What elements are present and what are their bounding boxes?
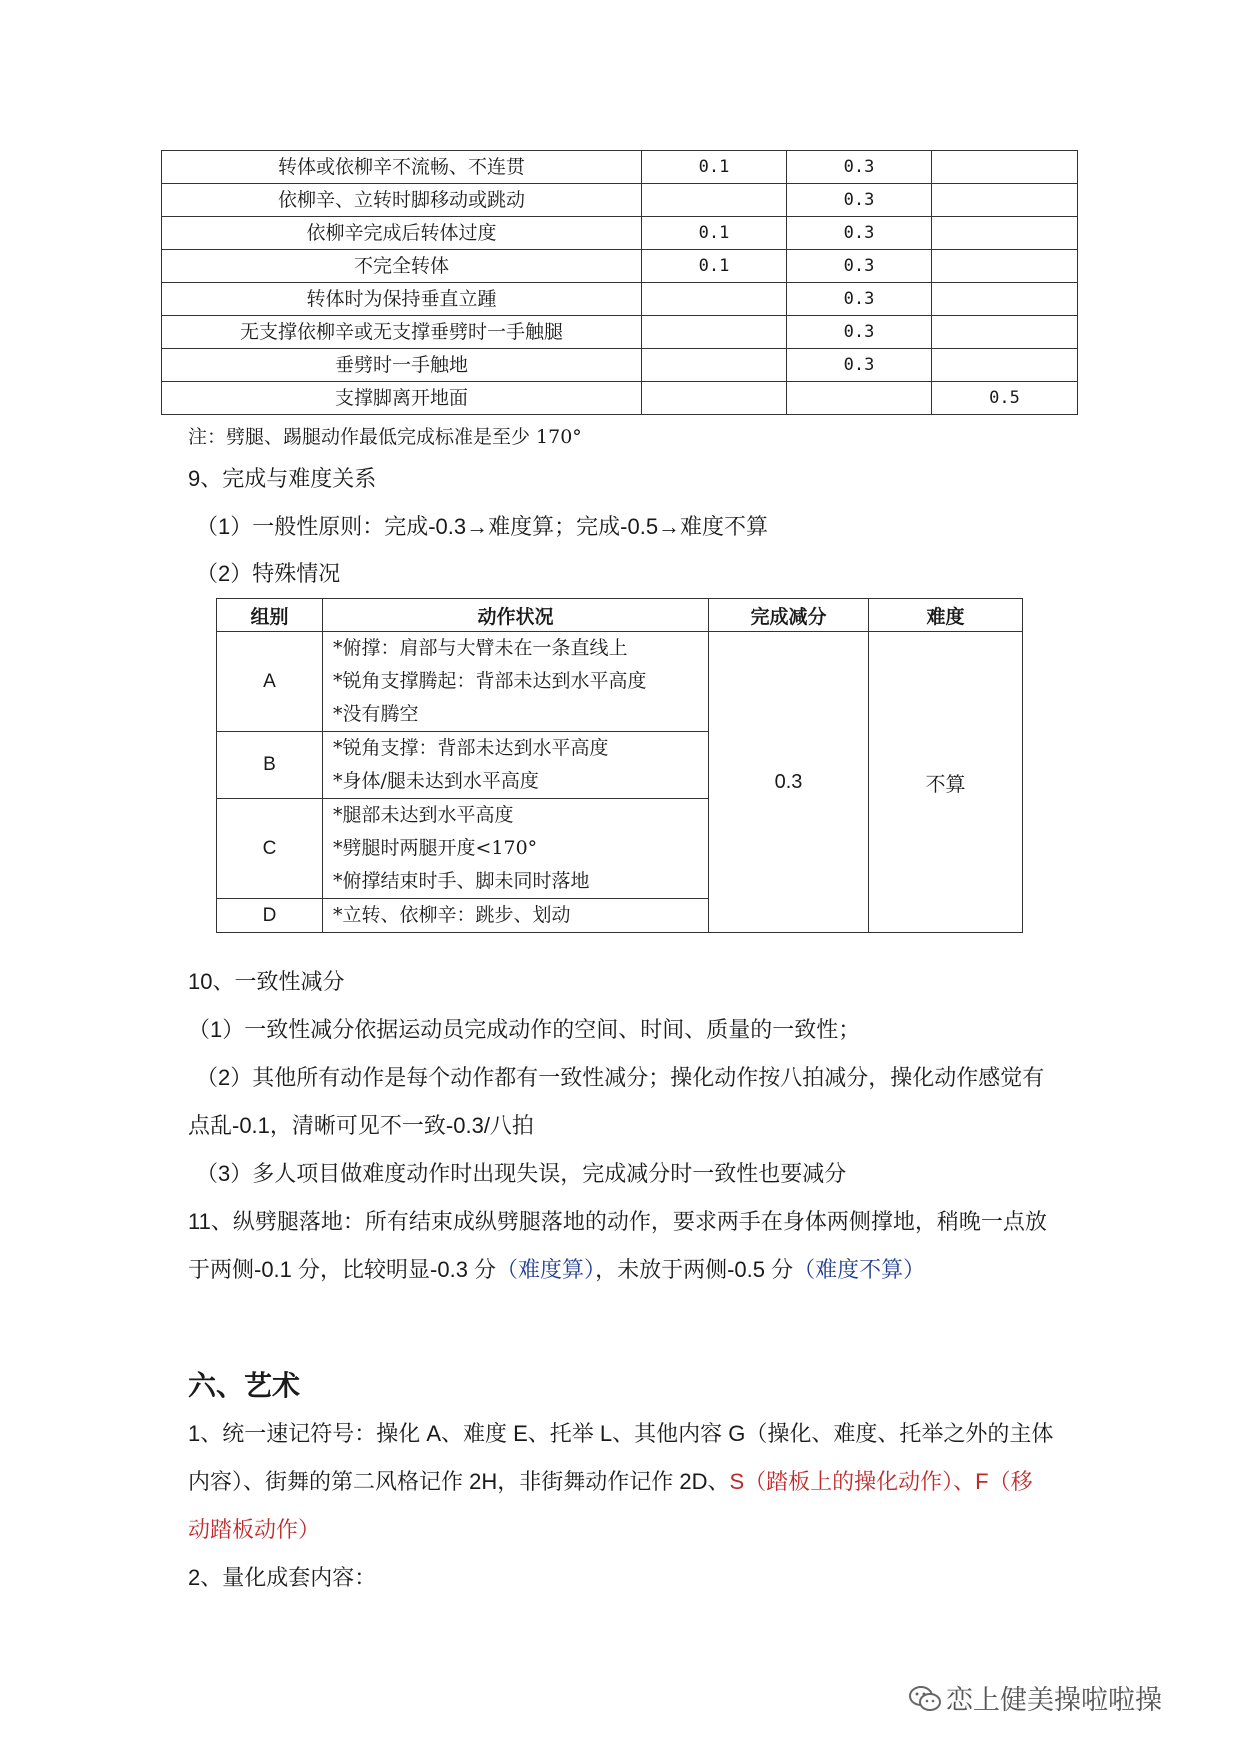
deduction-value-3-cell: [932, 349, 1078, 382]
deduction-row: [162, 184, 1078, 217]
deduction-cell: 0.3: [709, 632, 869, 933]
section-10-p1: （1）一致性减分依据运动员完成动作的空间、时间、质量的一致性；: [188, 1017, 861, 1042]
section-11-blue-a: （难度算）: [496, 1257, 596, 1282]
group-cell: C: [217, 799, 323, 899]
watermark-text: 恋上健美操啦啦操: [946, 1685, 1162, 1715]
special-case-table: [216, 598, 1023, 933]
deduction-value-1-cell: 0.1: [642, 217, 787, 250]
deduction-row: [162, 382, 1078, 415]
deduction-value-2-cell: 0.3: [787, 151, 932, 184]
deduction-value-3-cell: [932, 151, 1078, 184]
deduction-action-cell: 依柳辛完成后转体过度: [162, 217, 642, 250]
group-cell: B: [217, 732, 323, 799]
section-10-p2: （2）其他所有动作是每个动作都有一致性减分；操化动作按八拍减分，操化动作感觉有点乱-0.1，清晰可见不一致-0.3/八拍: [188, 1065, 1045, 1138]
status-cell: [323, 732, 709, 799]
status-item: *俯撑：肩部与大臂未在一条直线上: [333, 637, 628, 659]
deduction-value-2-cell: 0.3: [787, 349, 932, 382]
section-9-heading: 9、完成与难度关系: [188, 466, 377, 491]
status-item: *锐角支撑：背部未达到水平高度: [333, 737, 609, 759]
status-item: *身体/腿未达到水平高度: [333, 770, 539, 792]
deduction-value-1-cell: [642, 349, 787, 382]
section-11-text-b: ，未放于两侧-0.5 分: [595, 1257, 794, 1282]
deduction-action-cell: 垂劈时一手触地: [162, 349, 642, 382]
section-10-heading: 10、一致性减分: [188, 969, 345, 994]
status-item: *俯撑结束时手、脚未同时落地: [333, 870, 590, 892]
status-item: *立转、依柳辛：跳步、划动: [333, 904, 571, 926]
status-item: *没有腾空: [333, 703, 419, 725]
section-6-p1-red: S（踏板上的操化动作）、F（移动踏板动作）: [188, 1469, 1033, 1542]
wechat-icon: [908, 1685, 942, 1713]
section-11-paragraph: [188, 1198, 1054, 1294]
section-11-blue-b: （难度不算）: [793, 1257, 926, 1282]
deduction-value-3-cell: 0.5: [932, 382, 1078, 415]
deduction-value-1-cell: 0.1: [642, 250, 787, 283]
section-6-heading: 六、艺术: [188, 1370, 301, 1401]
deduction-value-2-cell: [787, 382, 932, 415]
header-status: 动作状况: [323, 599, 709, 632]
deduction-value-2-cell: 0.3: [787, 250, 932, 283]
deduction-action-cell: 不完全转体: [162, 250, 642, 283]
deduction-value-1-cell: [642, 316, 787, 349]
status-item: *锐角支撑腾起：背部未达到水平高度: [333, 670, 647, 692]
deduction-value-3-cell: [932, 316, 1078, 349]
section-9-special: （2）特殊情况: [196, 561, 341, 586]
deduction-value-2-cell: 0.3: [787, 283, 932, 316]
section-6-p2: 2、量化成套内容：: [188, 1565, 377, 1590]
deduction-value-3-cell: [932, 283, 1078, 316]
deduction-action-cell: 转体或依柳辛不流畅、不连贯: [162, 151, 642, 184]
deduction-row: [162, 250, 1078, 283]
deduction-value-1-cell: 0.1: [642, 151, 787, 184]
group-cell: A: [217, 632, 323, 732]
header-difficulty: 难度: [869, 599, 1023, 632]
watermark: [908, 1678, 1162, 1717]
header-group: 组别: [217, 599, 323, 632]
group-cell: D: [217, 899, 323, 933]
deduction-table: [161, 150, 1078, 415]
deduction-value-1-cell: [642, 184, 787, 217]
deduction-value-3-cell: [932, 217, 1078, 250]
status-cell: [323, 799, 709, 899]
deduction-value-3-cell: [932, 184, 1078, 217]
section-6-p1: [188, 1410, 1054, 1554]
deduction-action-cell: 支撑脚离开地面: [162, 382, 642, 415]
header-deduction: 完成减分: [709, 599, 869, 632]
deduction-value-3-cell: [932, 250, 1078, 283]
status-cell: [323, 899, 709, 933]
deduction-action-cell: 转体时为保持垂直立踵: [162, 283, 642, 316]
deduction-value-1-cell: [642, 283, 787, 316]
section-9-principle: （1）一般性原则：完成-0.3→难度算；完成-0.5→难度不算: [196, 514, 769, 539]
deduction-row: [162, 151, 1078, 184]
deduction-action-cell: 无支撑依柳辛或无支撑垂劈时一手触腿: [162, 316, 642, 349]
deduction-row: [162, 316, 1078, 349]
deduction-value-2-cell: 0.3: [787, 217, 932, 250]
deduction-row: [162, 283, 1078, 316]
deduction-value-1-cell: [642, 382, 787, 415]
status-item: *腿部未达到水平高度: [333, 804, 514, 826]
deduction-value-2-cell: 0.3: [787, 316, 932, 349]
section-6-p1-text: 1、统一速记符号：操化 A、难度 E、托举 L、其他内容 G（操化、难度、托举之外的主体内容）、街舞的第二风格记作 2H，非街舞动作记作 2D、: [188, 1421, 1054, 1494]
section-10-p3: （3）多人项目做难度动作时出现失误，完成减分时一致性也要减分: [196, 1161, 847, 1186]
section-11-text-a: 11、纵劈腿落地：所有结束成纵劈腿落地的动作，要求两手在身体两侧撑地，稍晚一点放于两侧-0.1 分，比较明显-0.3 分: [188, 1209, 1047, 1282]
special-table-row: [217, 632, 1023, 732]
deduction-action-cell: 依柳辛、立转时脚移动或跳动: [162, 184, 642, 217]
deduction-value-2-cell: 0.3: [787, 184, 932, 217]
deduction-row: [162, 217, 1078, 250]
status-item: *劈腿时两腿开度<170°: [333, 837, 538, 859]
note-text: 注：劈腿、踢腿动作最低完成标准是至少 170°: [188, 426, 582, 448]
difficulty-cell: 不算: [869, 632, 1023, 933]
status-cell: [323, 632, 709, 732]
deduction-row: [162, 349, 1078, 382]
special-table-header-row: [217, 599, 1023, 632]
